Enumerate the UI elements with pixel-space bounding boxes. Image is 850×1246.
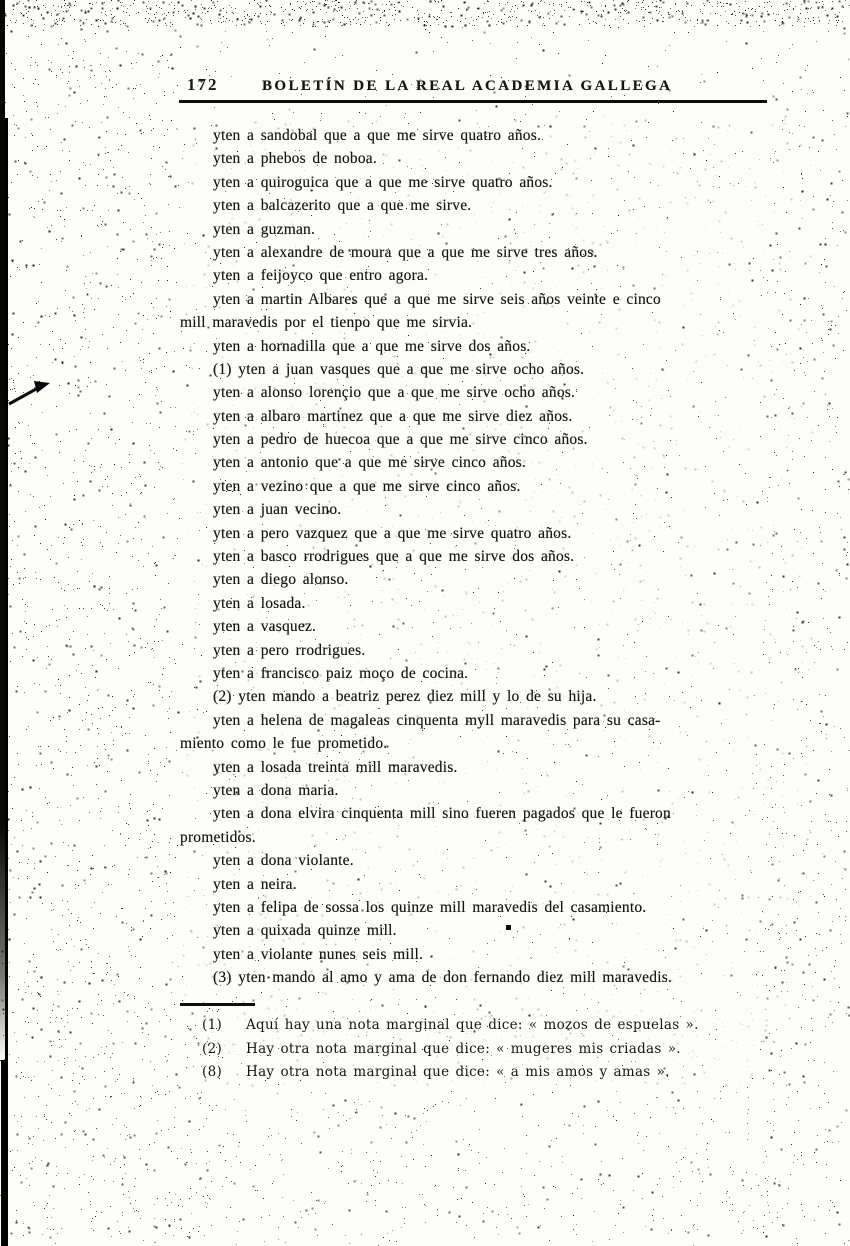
text-line: yten a martin Albares que a que me sirve seis años veinte e cinco	[213, 290, 661, 308]
text-line: miento como le fue prometido.	[180, 735, 388, 753]
margin-slash-mark-icon	[6, 376, 54, 410]
footnote-text: Hay otra nota marginal que dice: « mugeres mis criadas ».	[246, 1040, 681, 1057]
text-line: yten a antonio que a que me sirve cinco años.	[213, 454, 526, 472]
text-line: yten a vezino que a que me sirve cinco años.	[213, 477, 521, 495]
text-line: yten a felipa de sossa los quinze mill maravedis del casamiento.	[213, 898, 647, 916]
footnote-text: Hay otra nota marginal que dice: « a mis amos y amas ».	[246, 1064, 670, 1080]
footnote	[180, 1061, 780, 1085]
text-line: yten a alexandre de moura que a que me sirve tres años.	[213, 243, 598, 261]
text-line: yten a pedro de huecoa que a que me sirve cinco años.	[213, 431, 588, 449]
text-line: yten a sandobal que a que me sirve quatro años.	[213, 127, 542, 144]
text-line: yten a violante nunes seis mill.	[213, 945, 424, 963]
text-line: yten a albaro martinez que a que me sirve diez años.	[213, 407, 573, 425]
text-line: yten a quiroguica que a que me sirve quatro años.	[213, 173, 553, 191]
footnote-marker: (2)	[202, 1040, 223, 1057]
text-line: yten a balcazerito que a que me sirve.	[213, 197, 472, 215]
text-line: mill maravedis por el tienpo que me sirvia.	[180, 314, 473, 332]
text-line: (1) yten a juan vasques que a que me sirve ocho años.	[213, 360, 585, 378]
text-line: yten a dona elvira cinquenta mill sino fueren pagados que le fueron	[213, 805, 671, 823]
text-line: yten a guzman.	[213, 220, 316, 238]
text-line: prometidos.	[180, 828, 256, 846]
text-line: yten a losada.	[213, 594, 306, 612]
footnote	[180, 1038, 780, 1062]
text-line: yten a quixada quinze mill.	[213, 922, 397, 940]
text-line: yten a pero vazquez que a que me sirve quatro años.	[213, 524, 572, 542]
text-line: yten a dona violante.	[213, 852, 354, 870]
footnote-marker: (1)	[202, 1017, 223, 1033]
text-line: (3) yten mando al amo y ama de don fernando diez mill maravedis.	[213, 969, 673, 987]
text-line: yten a diego alonso.	[213, 571, 349, 589]
text-line: yten a hornadilla que a que me sirve dos años.	[213, 337, 531, 355]
journal-title: BOLETÍN DE LA REAL ACADEMIA GALLEGA	[262, 78, 673, 94]
text-line: yten a francisco paiz moço de cocina.	[213, 664, 469, 682]
left-scan-edge-artifact	[0, 0, 5, 1060]
header-rule	[179, 100, 767, 103]
text-line: (2) yten mando a beatriz perez diez mill y lo de su hija.	[213, 688, 597, 706]
text-line: yten a pero rrodrigues.	[213, 641, 366, 659]
text-line: yten a vasquez.	[213, 618, 317, 636]
text-line: yten a losada treinta mill maravedis.	[213, 758, 458, 776]
text-line: yten a helena de magaleas cinquenta myll maravedis para su casa-	[213, 711, 661, 729]
text-line: yten a feijoyco que entro agora.	[213, 267, 429, 285]
footnote-separator-rule	[180, 1003, 255, 1006]
text-line: yten a neira.	[213, 875, 297, 893]
footnotes	[180, 1014, 780, 1085]
page-number: 172	[187, 75, 219, 94]
text-line: yten a dona maria.	[213, 781, 339, 799]
text-line: yten a alonso lorençio que a que me sirve ocho años.	[213, 384, 576, 402]
footnote	[180, 1014, 780, 1038]
text-line: yten a phebos de noboa.	[213, 150, 377, 168]
footnote-text: Aquí hay una nota marginal que dice: « mozos de espuelas ».	[246, 1017, 699, 1033]
text-line: yten a basco rrodrigues que a que me sirve dos años.	[213, 548, 575, 566]
document-body	[180, 124, 810, 989]
text-line: yten a juan vecino.	[213, 501, 342, 519]
footnote-marker: (8)	[202, 1064, 223, 1080]
